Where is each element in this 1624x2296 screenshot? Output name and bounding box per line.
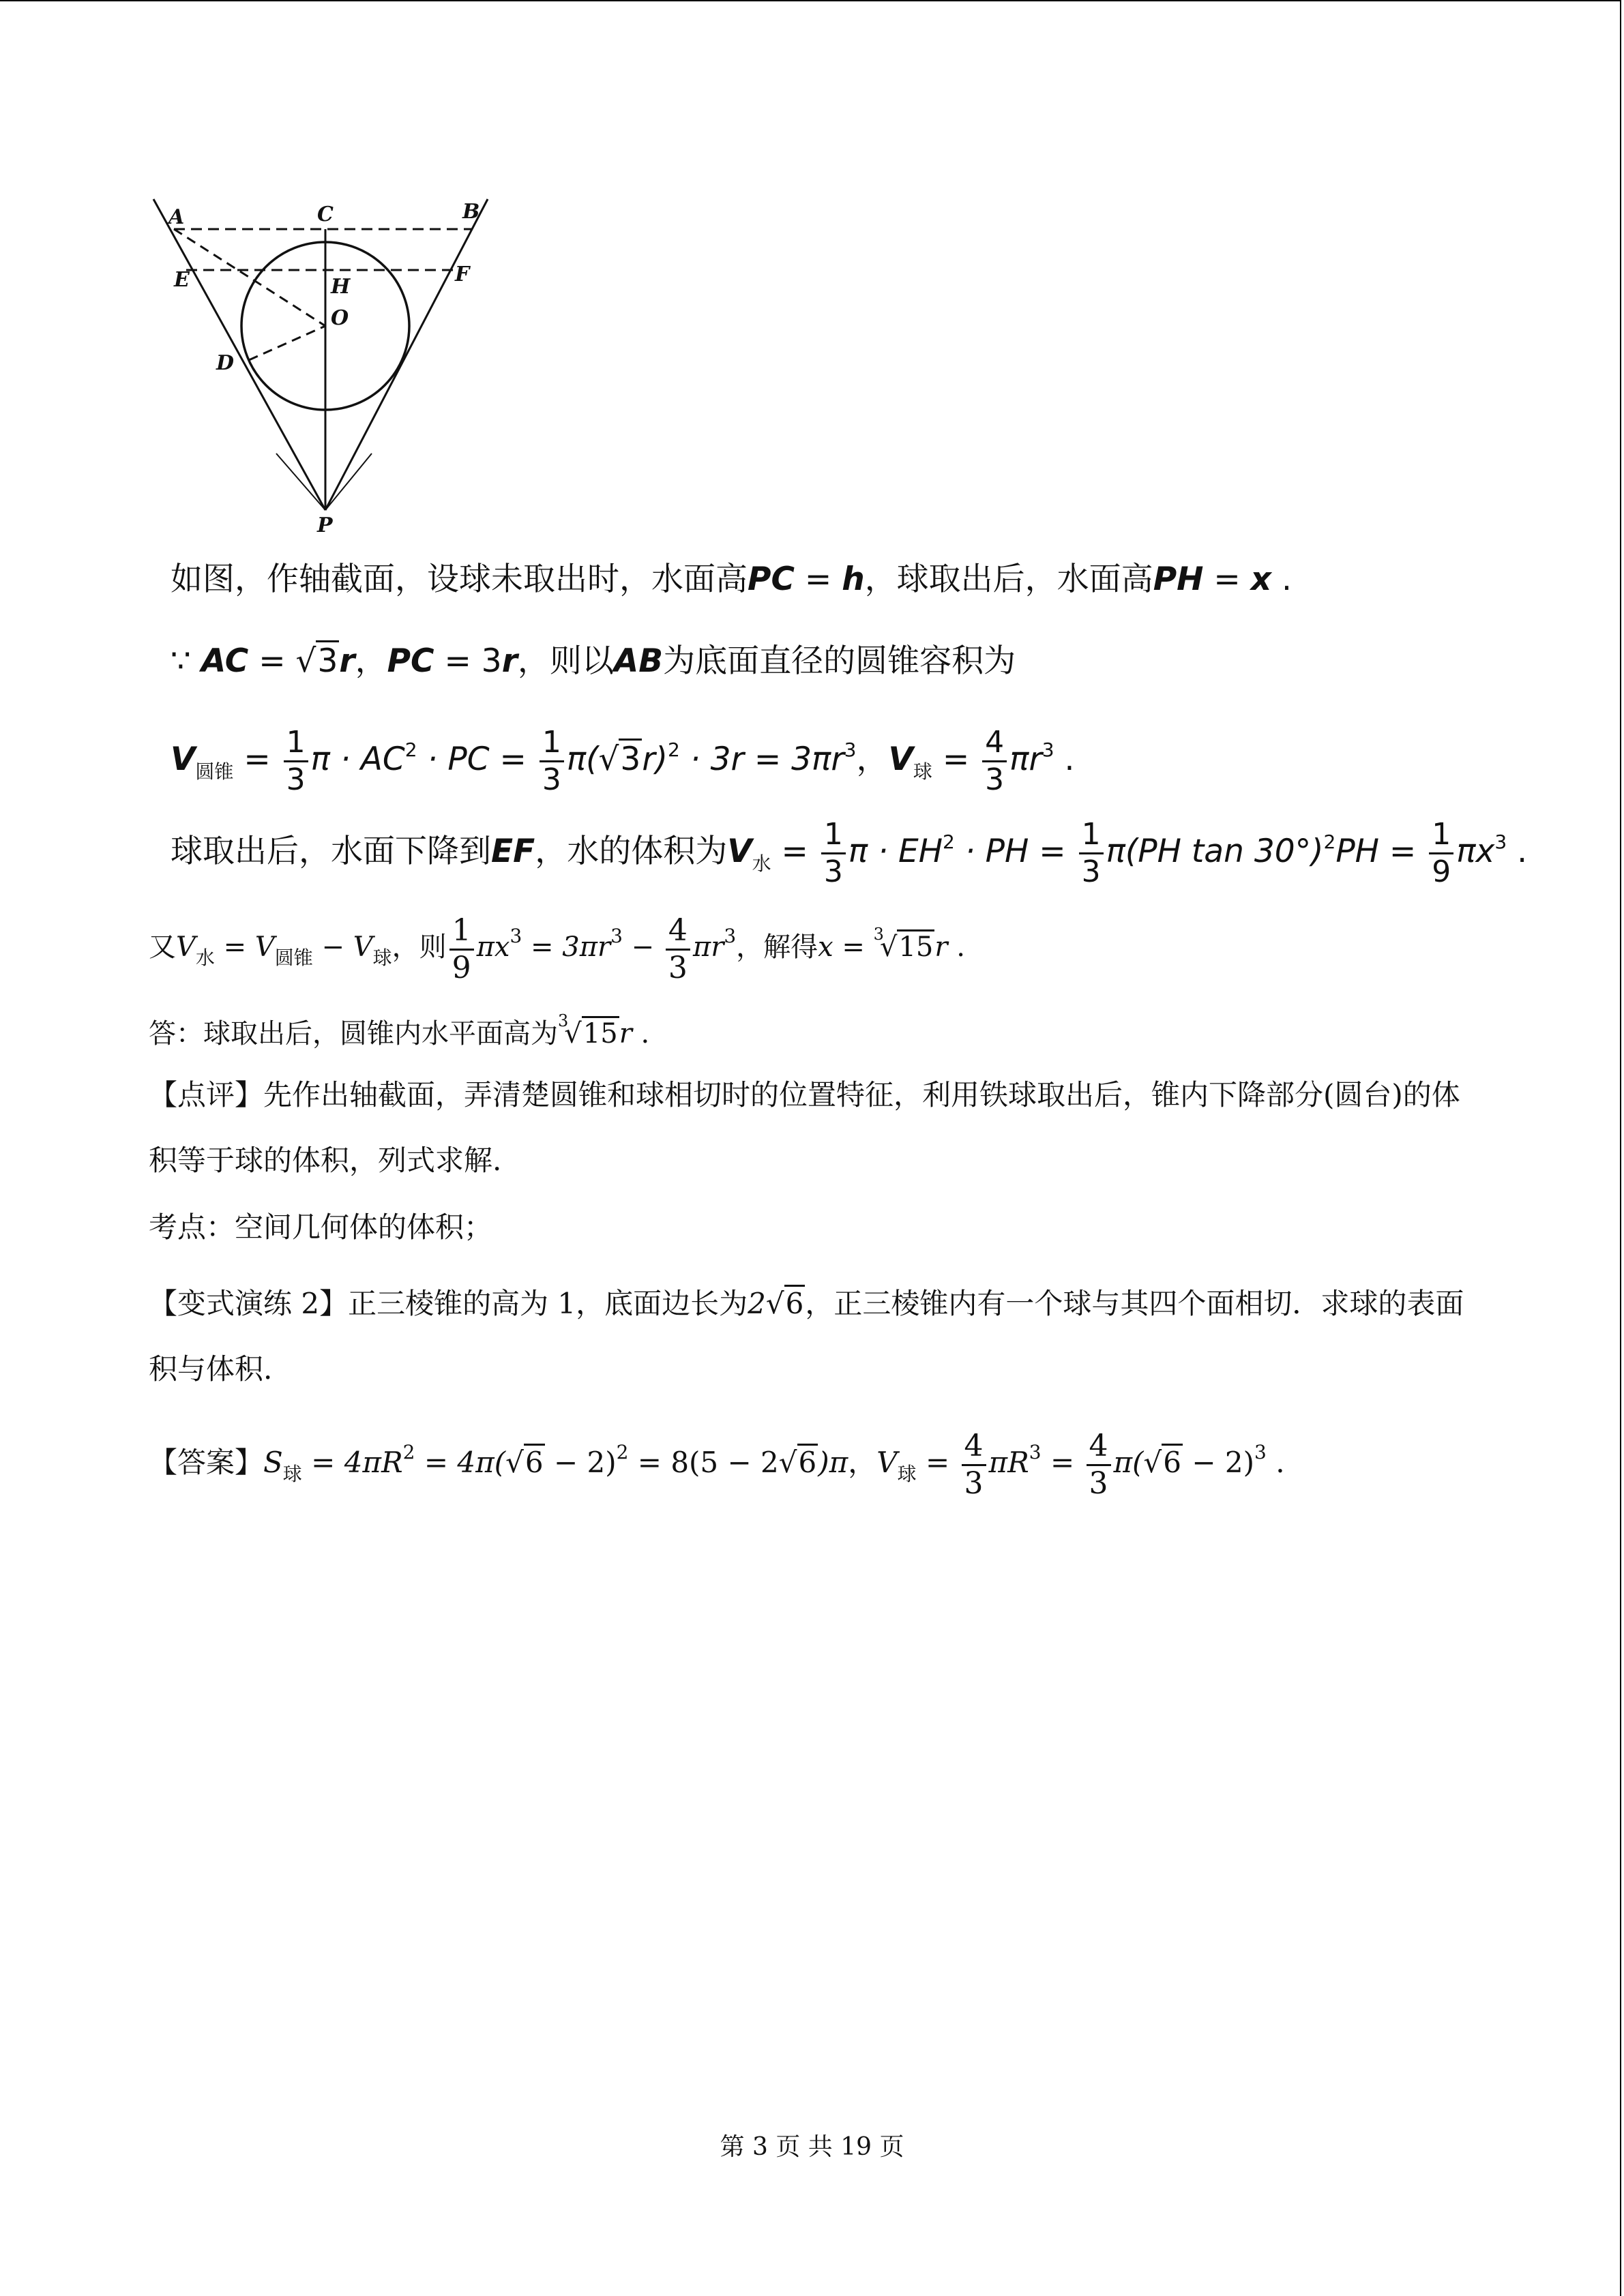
math-V: V xyxy=(888,741,913,778)
math-eq: = xyxy=(233,741,281,778)
variant-line-1: 【变式演练 2】正三棱锥的高为 1，底面边长为2√6，正三棱锥内有一个球与其四个面相切．求球的表面 xyxy=(149,1271,1486,1337)
subscript: 圆锥 xyxy=(195,760,234,783)
math-PH: PH xyxy=(1153,561,1204,598)
tangent-left-tick xyxy=(276,453,325,510)
punct: . xyxy=(1266,1446,1285,1479)
variant-line-2 xyxy=(149,1337,1486,1402)
variant-paragraph xyxy=(149,1271,1486,1402)
math-V: V xyxy=(176,931,196,963)
radicand: 6 xyxy=(797,1444,818,1479)
math: π( xyxy=(1113,1446,1144,1479)
math-r: r xyxy=(934,931,948,963)
fraction: $\frac{1}{9}$ xyxy=(1429,820,1453,887)
label-A: A xyxy=(168,205,185,229)
math: = 4πR xyxy=(301,1446,403,1479)
text: 先作出轴截面，弄清楚圆锥和球相切时的位置特征，利用铁球取出后，锥内下降部分(圆台)的体 xyxy=(263,1078,1460,1112)
text: 又 xyxy=(149,931,176,963)
math: πr xyxy=(692,931,724,963)
page-footer xyxy=(0,2128,1624,2162)
math-V: V xyxy=(254,931,275,963)
label-O: O xyxy=(331,306,349,330)
fraction: $\frac{1}{3}$ xyxy=(821,820,846,887)
solution-line-5: 又$V_水 = V_{圆锥} - V_球$，则 $\frac{1}{9}$ $\pi x^3 = 3\pi r^3$ − $\frac{4}{3}$ $\pi r^3$，解得x = $^3$√15r . xyxy=(149,912,965,985)
math: πR xyxy=(988,1446,1029,1479)
superscript: 2 xyxy=(402,1441,415,1463)
math-V: V xyxy=(876,1446,898,1479)
punct: ， xyxy=(848,1446,877,1479)
fraction: $\frac{4}{3}$ xyxy=(1087,1431,1111,1499)
punct: . xyxy=(632,1018,650,1049)
math-x: x xyxy=(818,931,833,963)
fraction: $\frac{4}{3}$ xyxy=(962,1431,986,1499)
review-label: 【点评】 xyxy=(149,1078,264,1112)
math-V: V xyxy=(727,833,752,870)
math-eq: = 3 xyxy=(434,642,502,680)
math-AC: AC xyxy=(201,642,249,680)
do-dashed xyxy=(249,326,325,360)
math: · PC = xyxy=(417,741,537,778)
because-symbol: ∵ xyxy=(171,642,201,680)
math-V: V xyxy=(171,741,196,778)
solution-line-2: ∵ AC = √3r，PC = 3r，则以AB为底面直径的圆锥容积为 xyxy=(171,641,1016,682)
math: π(PH tan 30°) xyxy=(1106,833,1324,870)
label-C: C xyxy=(317,203,334,226)
review-line-1 xyxy=(149,1062,1486,1128)
math-V: V xyxy=(353,931,373,963)
math: − 2) xyxy=(544,1446,617,1479)
review-paragraph xyxy=(149,1062,1486,1193)
math: π · AC xyxy=(310,741,405,778)
punct: . xyxy=(1507,833,1528,870)
superscript: 3 xyxy=(1254,1441,1267,1463)
answer-label: 【答案】 xyxy=(149,1446,264,1479)
kaodian-line xyxy=(149,1195,492,1260)
superscript: 3 xyxy=(1029,1441,1042,1463)
label-E: E xyxy=(174,268,190,292)
subscript: 球 xyxy=(913,760,932,783)
subscript: 球 xyxy=(282,1463,302,1485)
math: πx xyxy=(476,931,510,963)
math: = 4π( xyxy=(415,1446,506,1479)
superscript: 3 xyxy=(724,925,737,947)
math: · PH = xyxy=(954,833,1076,870)
math: = 3πr xyxy=(522,931,611,963)
math-eq: = xyxy=(932,741,980,778)
math-h: h xyxy=(842,561,865,598)
cone-cross-section-diagram xyxy=(147,191,501,546)
radicand: 15 xyxy=(897,929,934,963)
math-eq: = xyxy=(916,1446,959,1479)
superscript: 3 xyxy=(1494,831,1507,853)
cone-sphere-figure xyxy=(147,191,501,546)
math: π( xyxy=(566,741,599,778)
math: r) xyxy=(642,741,668,778)
math-x: x xyxy=(1250,561,1272,598)
math-S: S xyxy=(263,1446,283,1479)
math-eq: = xyxy=(771,833,818,870)
text: ，则以 xyxy=(517,642,614,680)
label-B: B xyxy=(462,200,480,224)
math-minus: − xyxy=(312,931,353,963)
math-eq: = xyxy=(1041,1446,1084,1479)
math-eq: = xyxy=(794,561,842,598)
math: πr xyxy=(1009,741,1042,778)
math-PC: PC xyxy=(387,642,434,680)
math-r: r xyxy=(501,642,518,680)
math-eq: = xyxy=(833,931,874,963)
math-minus: − xyxy=(622,931,663,963)
math-eq: = xyxy=(214,931,255,963)
solution-line-1 xyxy=(171,559,1292,600)
text: 正三棱锥的高为 1，底面边长为 xyxy=(348,1287,748,1320)
text: 为底面直径的圆锥容积为 xyxy=(663,642,1016,680)
fraction: $\frac{1}{3}$ xyxy=(284,728,308,795)
text: ，水的体积为 xyxy=(535,833,728,870)
math: πx xyxy=(1456,833,1495,870)
punct: ， xyxy=(856,741,889,778)
superscript: 3 xyxy=(510,925,522,947)
subscript: 圆锥 xyxy=(274,946,313,969)
superscript: 2 xyxy=(1323,831,1336,853)
fraction: $\frac{1}{3}$ xyxy=(1079,820,1104,887)
text: 积与体积. xyxy=(149,1352,273,1386)
text: 答：球取出后，圆锥内水平面高为 xyxy=(149,1018,558,1049)
math: · 3r = 3πr xyxy=(679,741,844,778)
superscript: 3 xyxy=(1042,739,1054,761)
answer-box-line: 【答案】$S_球 = 4\pi R^2 = 4\pi(√6 - 2)^2 = 8(5 - 2√6)\pi$，$V_球$ = $\frac{4}{3}$ $\pi R^3$ = $\frac{4}{3}$ $\pi(√6 - 2)^3$ . xyxy=(149,1428,1285,1501)
label-P: P xyxy=(317,513,333,537)
math-eq: = xyxy=(1203,561,1251,598)
radicand: 6 xyxy=(784,1285,806,1320)
math-PC: PC xyxy=(748,561,795,598)
math: − 2) xyxy=(1183,1446,1255,1479)
radicand: 3 xyxy=(619,739,642,778)
text: 积等于球的体积，列式求解. xyxy=(149,1144,502,1177)
solution-line-4 xyxy=(171,808,1527,898)
punct: . xyxy=(1271,561,1292,598)
math-EF: EF xyxy=(491,833,535,870)
math: 2 xyxy=(748,1287,766,1320)
label-F: F xyxy=(455,263,470,286)
review-line-2 xyxy=(149,1128,1486,1193)
subscript: 球 xyxy=(897,1463,917,1485)
subscript: 球 xyxy=(372,946,392,969)
fraction: $\frac{4}{3}$ xyxy=(666,916,690,983)
superscript: 3 xyxy=(610,925,623,947)
radicand: 15 xyxy=(582,1016,619,1049)
radicand: 3 xyxy=(316,640,339,680)
math-eq: = xyxy=(248,642,296,680)
math: π · EH xyxy=(848,833,943,870)
math: PH = xyxy=(1335,833,1427,870)
superscript: 2 xyxy=(404,739,417,761)
fraction: $\frac{1}{3}$ xyxy=(540,728,564,795)
superscript: 3 xyxy=(844,739,857,761)
text: ，则 xyxy=(392,931,447,963)
variant-label: 【变式演练 2】 xyxy=(149,1287,349,1320)
solution-line-3: $V_{圆锥}$ = $\frac{1}{3}$ $\pi \cdot AC^2$ · PC = $\frac{1}{3}$ $\pi(√3r)^2 \cdot 3r = 3\pi r^3$，$V_球$ = $\frac{4}{3}$ $\pi r^3$ . xyxy=(171,725,1075,797)
label-H: H xyxy=(331,275,351,299)
punct: . xyxy=(947,931,965,963)
fraction: $\frac{4}{3}$ xyxy=(982,728,1007,795)
fraction: $\frac{1}{9}$ xyxy=(449,916,474,983)
text: ，解得 xyxy=(736,931,818,963)
math-r: r xyxy=(339,642,355,680)
text: 如图，作轴截面，设球未取出时，水面高 xyxy=(171,561,748,598)
root-index: 3 xyxy=(558,1011,569,1030)
text: 考点：空间几何体的体积； xyxy=(149,1210,493,1244)
subscript: 水 xyxy=(195,946,215,969)
math: )π xyxy=(818,1446,848,1479)
superscript: 2 xyxy=(943,831,955,853)
text: ，球取出后，水面高 xyxy=(864,561,1153,598)
text: 球取出后，水面下降到 xyxy=(171,833,491,870)
answer-line: 答：球取出后，圆锥内水平面高为$^3$√15r . xyxy=(149,1011,650,1049)
radicand: 6 xyxy=(1162,1444,1183,1479)
page-number: 第 3 页 共 19 页 xyxy=(720,2133,904,2161)
superscript: 2 xyxy=(616,1441,629,1463)
subscript: 水 xyxy=(752,852,771,875)
label-D: D xyxy=(216,351,235,375)
tangent-right-tick xyxy=(325,453,372,510)
punct: . xyxy=(1054,741,1075,778)
radicand: 6 xyxy=(524,1444,545,1479)
punct: ， xyxy=(355,642,387,680)
math: = 8(5 − 2 xyxy=(628,1446,779,1479)
math-AB: AB xyxy=(613,642,664,680)
text: ，正三棱锥内有一个球与其四个面相切．求球的表面 xyxy=(805,1287,1464,1320)
root-index: 3 xyxy=(873,925,884,944)
superscript: 2 xyxy=(668,739,680,761)
math-r: r xyxy=(619,1018,632,1049)
